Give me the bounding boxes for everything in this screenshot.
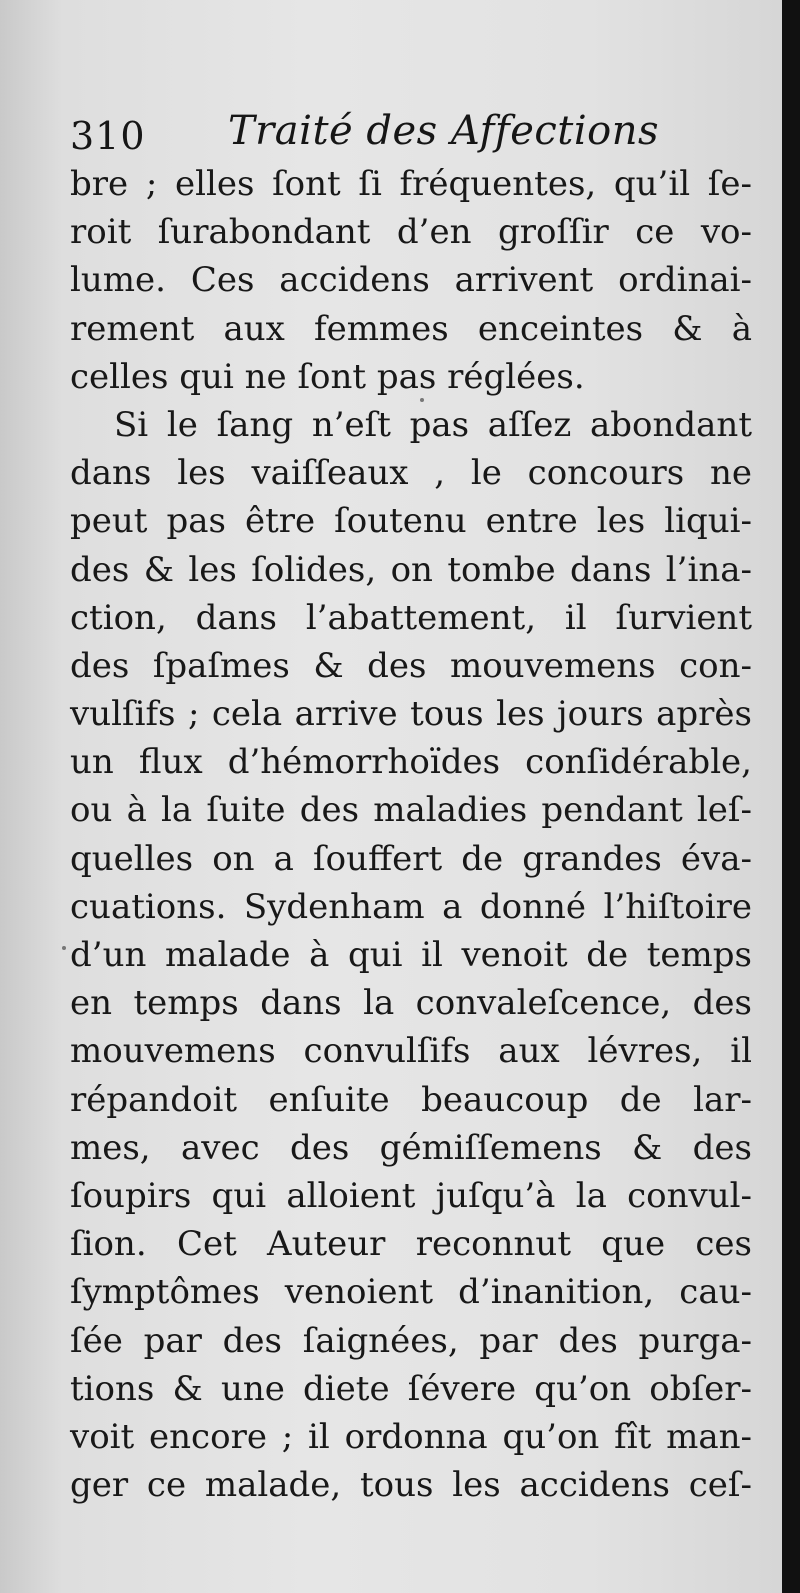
- text-line: celles qui ne ſont pas réglées.: [70, 356, 585, 397]
- text-line: bre ; elles ſont ſi fréquentes, qu’il ſe-: [70, 164, 752, 204]
- text-line: ger ce malade, tous les accidens ceſ-: [70, 1465, 752, 1506]
- text-line: voit encore ; il ordonna qu’on fît man-: [70, 1416, 752, 1457]
- text-line: ſée par des ſaignées, par des purga-: [70, 1320, 752, 1361]
- text-line: ſion. Cet Auteur reconnut que ces: [70, 1224, 752, 1265]
- text-line: d’un malade à qui il venoit de temps: [70, 935, 752, 975]
- text-line: dans les vaiſſeaux , le concours ne: [70, 453, 752, 494]
- text-line: mes, avec des gémiſſemens & des: [70, 1127, 752, 1168]
- paragraph-first-line: Si le ſang n’eſt pas aſſez abondant: [114, 404, 752, 445]
- page-header: [70, 108, 750, 160]
- text-line: rement aux femmes enceintes & à: [70, 308, 752, 349]
- page-number: 310: [70, 114, 146, 158]
- text-line: mouvemens convulſifs aux lévres, il: [70, 1031, 752, 1072]
- text-line: ſoupirs qui alloient juſqu’à la convul-: [70, 1175, 752, 1216]
- text-line: peut pas être ſoutenu entre les liqui-: [70, 501, 752, 542]
- page-edge-shadow: [782, 0, 800, 1593]
- text-line: en temps dans la convaleſcence, des: [70, 983, 752, 1024]
- text-line: tions & une diete ſévere qu’on obſer-: [70, 1368, 752, 1409]
- text-line: ſymptômes venoient d’inanition, cau-: [70, 1272, 752, 1313]
- text-line: lume. Ces accidens arrivent ordinai-: [70, 260, 752, 301]
- body-text: [70, 160, 752, 1509]
- text-line: répandoit enſuite beaucoup de lar-: [70, 1079, 752, 1120]
- text-line: quelles on a ſouffert de grandes éva-: [70, 838, 752, 879]
- running-title: Traité des Affections: [228, 108, 660, 154]
- ink-speck: [62, 946, 66, 950]
- text-line: roit ſurabondant d’en groſſir ce vo-: [70, 212, 752, 253]
- text-line: vulſifs ; cela arrive tous les jours après: [70, 694, 752, 735]
- text-line: des & les ſolides, on tombe dans l’ina-: [70, 549, 752, 590]
- text-line: des ſpaſmes & des mouvemens con-: [70, 645, 752, 686]
- text-line: cuations. Sydenham a donné l’hiſtoire: [70, 886, 752, 927]
- text-line: un flux d’hémorrhoïdes conſidérable,: [70, 742, 752, 783]
- text-line: ction, dans l’abattement, il ſurvient: [70, 597, 752, 638]
- text-line: ou à la ſuite des maladies pendant leſ-: [70, 790, 752, 831]
